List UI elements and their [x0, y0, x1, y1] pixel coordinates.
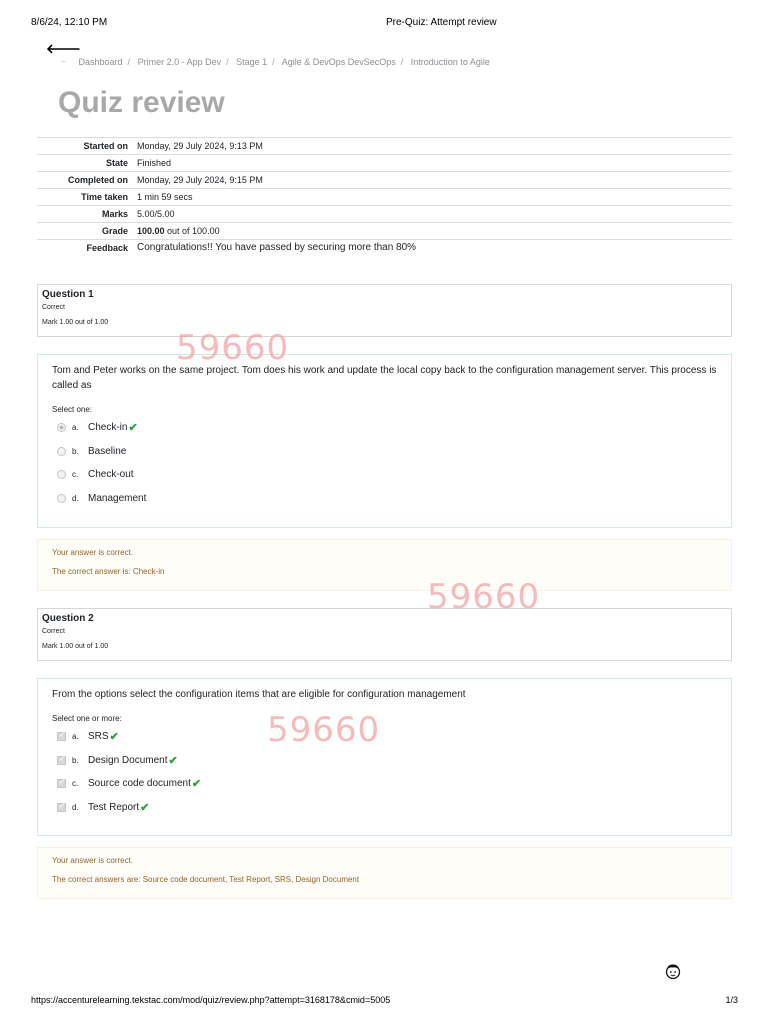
option-letter: d.	[72, 493, 79, 503]
question-text: From the options select the configuration items that are eligible for configuration management	[52, 689, 466, 700]
option-letter: c.	[72, 470, 79, 480]
question-feedback	[37, 539, 732, 591]
page-url: https://accenturelearning.tekstac.com/mod/quiz/review.php?attempt=3168178&cmid=5005	[31, 995, 391, 1005]
summary-value: Monday, 29 July 2024, 9:15 PM	[133, 172, 732, 189]
print-header	[31, 17, 738, 31]
watermark: 59660	[176, 328, 290, 368]
answer-option[interactable]	[52, 772, 717, 796]
option-text: Check-in	[88, 422, 128, 434]
summary-row	[37, 155, 732, 172]
option-text: Check-out	[88, 469, 134, 481]
radio-button[interactable]	[57, 470, 66, 479]
checkbox[interactable]	[57, 732, 66, 741]
print-datetime: 8/6/24, 12:10 PM	[31, 17, 108, 28]
summary-label: Grade	[37, 223, 133, 240]
summary-row	[37, 223, 732, 240]
radio-button[interactable]	[57, 494, 66, 503]
question-info	[37, 284, 732, 337]
breadcrumb-item-dashboard[interactable]: Dashboard	[78, 57, 123, 67]
answer-option[interactable]	[52, 796, 717, 820]
question-number: Question 1	[42, 289, 94, 300]
correct-check-icon: ✔	[168, 754, 178, 767]
print-doc-title: Pre-Quiz: Attempt review	[386, 17, 497, 28]
correct-check-icon: ✔	[128, 422, 138, 435]
answer-option[interactable]	[52, 463, 717, 487]
summary-label: Started on	[37, 138, 133, 155]
watermark: 59660	[427, 577, 541, 617]
answer-option[interactable]	[52, 440, 717, 464]
grade-score: 100.00	[137, 226, 165, 236]
page-number: 1/3	[725, 995, 738, 1005]
option-letter: d.	[72, 802, 79, 812]
answer-prompt: Select one or more:	[52, 714, 122, 723]
page-title: Quiz review	[58, 86, 225, 119]
checkbox[interactable]	[57, 779, 66, 788]
summary-value: Congratulations!! You have passed by securing more than 80%	[133, 240, 732, 257]
breadcrumb-item-section[interactable]: Agile & DevOps DevSecOps	[281, 57, 396, 67]
correct-check-icon: ✔	[191, 778, 202, 791]
summary-value: Finished	[133, 155, 732, 172]
breadcrumb-separator: /	[226, 57, 229, 67]
breadcrumb-separator: /	[400, 57, 404, 67]
summary-row	[37, 172, 732, 189]
breadcrumb-item-stage[interactable]: Stage 1	[236, 57, 268, 67]
checkbox[interactable]	[57, 756, 66, 765]
option-text: SRS	[88, 731, 109, 743]
option-text: Test Report	[88, 801, 140, 813]
option-letter: a.	[72, 732, 79, 742]
watermark: 59660	[267, 710, 381, 750]
answer-options	[52, 416, 717, 510]
summary-row	[37, 206, 732, 223]
summary-label: State	[37, 155, 133, 172]
option-letter: b.	[72, 446, 79, 456]
summary-row	[37, 138, 732, 155]
question-grade: Mark 1.00 out of 1.00	[42, 643, 109, 650]
question-info	[37, 608, 732, 661]
correct-check-icon: ✔	[140, 801, 150, 814]
question-feedback	[37, 847, 732, 899]
feedback-correct-answer: The correct answers are: Source code document, Test Report, SRS, Design Document	[52, 875, 360, 884]
question-state: Correct	[42, 628, 65, 635]
question-grade: Mark 1.00 out of 1.00	[42, 319, 109, 326]
breadcrumb	[61, 57, 490, 67]
feedback-correct-answer: The correct answer is: Check-in	[52, 567, 165, 576]
breadcrumb-item-course[interactable]: Primer 2.0 - App Dev	[137, 57, 222, 67]
option-letter: a.	[72, 423, 79, 433]
option-letter: c.	[72, 779, 79, 789]
option-text: Design Document	[88, 754, 168, 766]
feedback-result: Your answer is correct.	[52, 548, 134, 557]
option-letter: b.	[72, 755, 79, 765]
option-text: Baseline	[88, 445, 127, 457]
summary-row	[37, 240, 732, 257]
summary-value: Monday, 29 July 2024, 9:13 PM	[133, 138, 732, 155]
answer-option[interactable]	[52, 725, 717, 749]
checkbox[interactable]	[57, 803, 66, 812]
breadcrumb-item-activity[interactable]: Introduction to Agile	[410, 57, 490, 67]
answer-prompt: Select one:	[52, 405, 93, 414]
radio-button[interactable]	[57, 423, 66, 432]
answer-option[interactable]	[52, 487, 717, 511]
question-content	[37, 354, 732, 528]
correct-check-icon: ✔	[109, 731, 119, 744]
answer-option[interactable]	[52, 416, 717, 440]
answer-options	[52, 725, 717, 819]
answer-option[interactable]	[52, 749, 717, 773]
summary-row	[37, 189, 732, 206]
breadcrumb-separator: /	[127, 57, 131, 67]
attempt-summary-table	[37, 137, 732, 256]
home-icon[interactable]: ◦◦◦	[61, 59, 67, 66]
summary-value	[133, 223, 732, 240]
grade-total: out of 100.00	[164, 226, 220, 236]
summary-label: Feedback	[37, 240, 133, 257]
question-text: Tom and Peter works on the same project. Tom does his work and update the local copy back to the configuration management server. This process is called as	[52, 365, 717, 391]
option-text: Management	[88, 492, 147, 504]
arrow-left-icon[interactable]: 🡐	[46, 41, 81, 56]
summary-label: Time taken	[37, 189, 133, 206]
summary-label: Marks	[37, 206, 133, 223]
question-content	[37, 678, 732, 836]
feedback-result: Your answer is correct.	[52, 856, 134, 865]
summary-value: 5.00/5.00	[133, 206, 732, 223]
question-number: Question 2	[42, 613, 94, 624]
radio-button[interactable]	[57, 447, 66, 456]
option-text: Source code document	[88, 778, 191, 790]
breadcrumb-separator: /	[272, 57, 275, 67]
summary-label: Completed on	[37, 172, 133, 189]
avatar-icon[interactable]	[664, 962, 682, 980]
summary-value: 1 min 59 secs	[133, 189, 732, 206]
question-state: Correct	[42, 304, 65, 311]
